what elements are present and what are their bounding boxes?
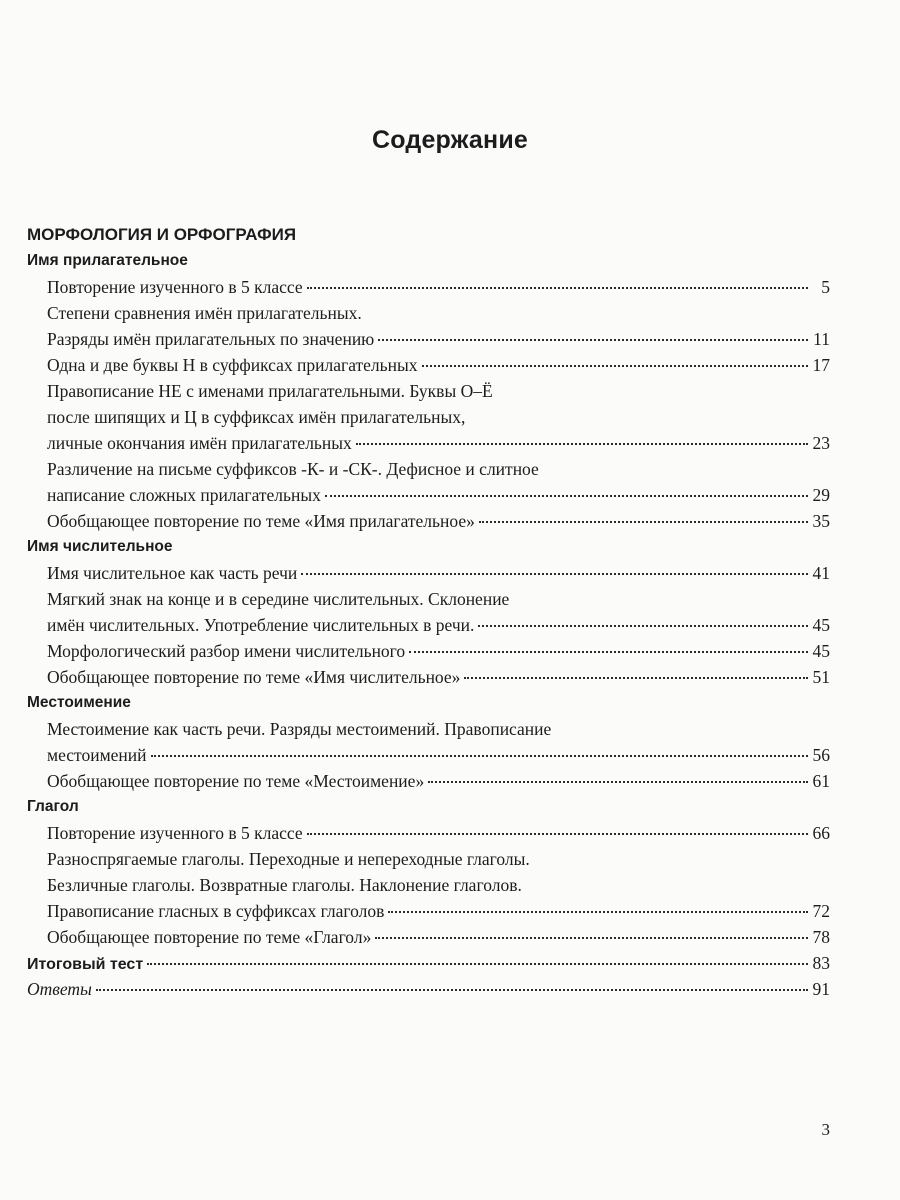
dot-leader <box>478 625 808 627</box>
toc-entry-line <box>47 716 830 742</box>
toc-entry[interactable] <box>27 664 830 690</box>
toc-entry-text: Безличные глаголы. Возвратные глаголы. Наклонение глаголов. <box>47 875 522 895</box>
dot-leader <box>409 651 808 653</box>
toc-entry-line <box>47 768 830 794</box>
toc-entry[interactable] <box>27 846 830 924</box>
toc-entry[interactable] <box>27 716 830 768</box>
toc-page-number: 17 <box>812 355 830 375</box>
toc-entry[interactable] <box>27 768 830 794</box>
toc-entry-line <box>47 378 830 404</box>
toc-entry-line <box>47 456 830 482</box>
toc-entry-text: Мягкий знак на конце и в середине числительных. Склонение <box>47 589 510 609</box>
toc-entry-text: имён числительных. Употребление числительных в речи. <box>47 615 475 635</box>
toc-entry-text: Местоимение как часть речи. Разряды местоимений. Правописание <box>47 719 552 739</box>
toc-entry-text: Разноспрягаемые глаголы. Переходные и непереходные глаголы. <box>47 849 530 869</box>
dot-leader <box>307 833 808 835</box>
dot-leader <box>378 339 808 341</box>
toc-entry-line <box>47 508 830 534</box>
toc-page-number: 66 <box>812 823 830 843</box>
table-of-contents <box>27 222 830 1002</box>
toc-entry-text: Одна и две буквы Н в суффиксах прилагательных <box>47 355 418 375</box>
toc-entry-line <box>47 352 830 378</box>
toc-entry-text: написание сложных прилагательных <box>47 485 321 505</box>
toc-entry-text: Обобщающее повторение по теме «Имя числительное» <box>47 667 461 687</box>
toc-entry-line <box>47 482 830 508</box>
toc-entry-text: личные окончания имён прилагательных <box>47 433 352 453</box>
toc-entry-text: местоимений <box>47 745 147 765</box>
toc-entry-line <box>47 664 830 690</box>
dot-leader <box>356 443 808 445</box>
toc-page-number: 45 <box>812 615 830 635</box>
toc-entry-line <box>47 586 830 612</box>
toc-page-number: 83 <box>812 953 830 973</box>
toc-entry-text: Обобщающее повторение по теме «Местоимение» <box>47 771 425 791</box>
dot-leader <box>96 989 808 991</box>
part-heading: Местоимение <box>27 694 131 711</box>
toc-entry-text: Итоговый тест <box>27 956 144 973</box>
toc-entry-text: Имя числительное как часть речи <box>47 563 298 583</box>
toc-entry-final-test[interactable] <box>27 950 830 976</box>
toc-entry-text: Обобщающее повторение по теме «Глагол» <box>47 927 372 947</box>
toc-entry-text: Морфологический разбор имени числительного <box>47 641 406 661</box>
toc-entry-line <box>47 898 830 924</box>
toc-entry-text: Повторение изученного в 5 классе <box>47 277 303 297</box>
page-title: Содержание <box>371 126 529 154</box>
toc-page-number: 29 <box>812 485 830 505</box>
toc-page-number: 78 <box>812 927 830 947</box>
toc-entry-text: Обобщающее повторение по теме «Имя прилагательное» <box>47 511 475 531</box>
toc-entry-text: Разряды имён прилагательных по значению <box>47 329 375 349</box>
toc-entry-line <box>47 742 830 768</box>
toc-entry-line <box>47 846 830 872</box>
toc-entry[interactable] <box>27 378 830 456</box>
toc-entry[interactable] <box>27 508 830 534</box>
dot-leader <box>428 781 808 783</box>
toc-page-number: 91 <box>812 979 830 999</box>
toc-entry-answers[interactable] <box>27 976 830 1002</box>
page-number: 3 <box>821 1120 830 1139</box>
toc-parts <box>27 248 830 950</box>
toc-entry-text: после шипящих и Ц в суффиксах имён прилагательных, <box>47 407 466 427</box>
dot-leader <box>325 495 808 497</box>
toc-page-number: 5 <box>821 277 830 297</box>
dot-leader <box>388 911 808 913</box>
toc-entry-line <box>47 872 830 898</box>
toc-entry-line <box>47 430 830 456</box>
part-heading: Имя числительное <box>27 538 173 555</box>
toc-entry-line <box>47 638 830 664</box>
dot-leader <box>151 755 808 757</box>
dot-leader <box>307 287 808 289</box>
toc-entry-line <box>47 404 830 430</box>
toc-entry-text: Ответы <box>27 979 92 999</box>
toc-entry-line <box>47 300 830 326</box>
toc-entry[interactable] <box>27 924 830 950</box>
toc-entry[interactable] <box>27 300 830 352</box>
toc-page-number: 11 <box>813 329 830 349</box>
toc-entry-text: Правописание НЕ с именами прилагательными. Буквы О–Ё <box>47 381 493 401</box>
dot-leader <box>147 963 808 965</box>
toc-entry[interactable] <box>27 456 830 508</box>
toc-entry-line <box>47 820 830 846</box>
toc-entry[interactable] <box>27 638 830 664</box>
section-heading: МОРФОЛОГИЯ И ОРФОГРАФИЯ <box>27 225 297 244</box>
toc-page-number: 51 <box>812 667 830 687</box>
toc-entry[interactable] <box>27 352 830 378</box>
toc-entry[interactable] <box>27 820 830 846</box>
toc-entry-line <box>47 612 830 638</box>
toc-entry[interactable] <box>27 274 830 300</box>
dot-leader <box>479 521 808 523</box>
toc-page-number: 23 <box>812 433 830 453</box>
toc-page-number: 35 <box>812 511 830 531</box>
dot-leader <box>422 365 808 367</box>
dot-leader <box>301 573 808 575</box>
toc-entry[interactable] <box>27 586 830 638</box>
toc-entry-line <box>47 274 830 300</box>
toc-entry-text: Различение на письме суффиксов -К- и -СК-. Дефисное и слитное <box>47 459 539 479</box>
dot-leader <box>375 937 808 939</box>
toc-entry-line <box>47 924 830 950</box>
toc-entry-text: Степени сравнения имён прилагательных. <box>47 303 362 323</box>
toc-page-number: 41 <box>812 563 830 583</box>
toc-page-number: 56 <box>812 745 830 765</box>
toc-page-number: 45 <box>812 641 830 661</box>
toc-entry-text: Правописание гласных в суффиксах глаголов <box>47 901 385 921</box>
toc-entry[interactable] <box>27 560 830 586</box>
toc-entry-line <box>47 560 830 586</box>
toc-page-number: 61 <box>812 771 830 791</box>
part-heading: Имя прилагательное <box>27 252 188 269</box>
toc-entry-line <box>47 326 830 352</box>
toc-page-number: 72 <box>812 901 830 921</box>
toc-entry-text: Повторение изученного в 5 классе <box>47 823 303 843</box>
part-heading: Глагол <box>27 798 79 815</box>
dot-leader <box>464 677 808 679</box>
